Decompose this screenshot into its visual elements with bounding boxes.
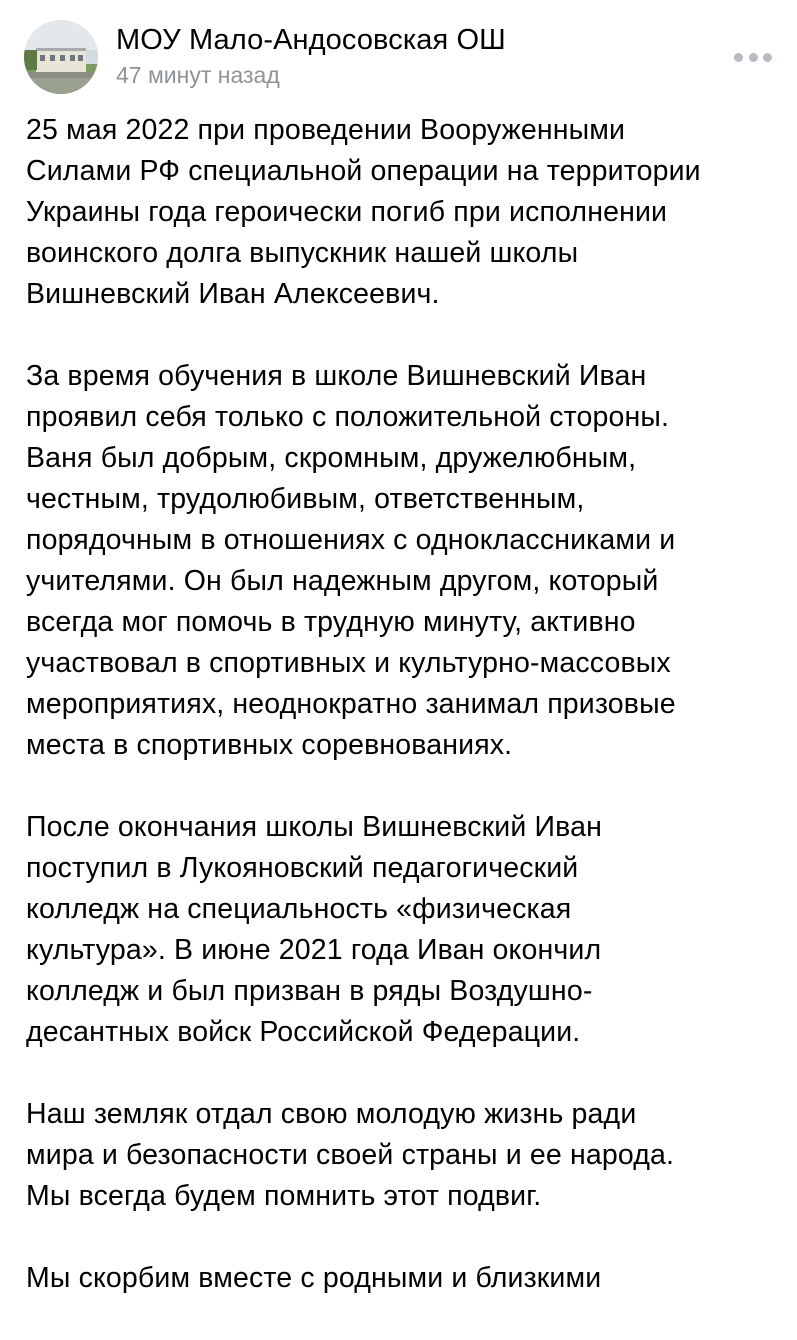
post-text-line: учителями. Он был надежным другом, который (26, 565, 659, 597)
post-text-line: 25 мая 2022 при проведении Вооруженными (26, 114, 626, 146)
post-paragraph (26, 356, 786, 766)
post-text-line: Мы всегда будем помнить этот подвиг. (26, 1180, 542, 1212)
post-text-line: Вишневский Иван Алексеевич. (26, 278, 440, 310)
post-text-line: мира и безопасности своей страны и ее народа. (26, 1139, 675, 1171)
post-text-line: Мы скорбим вместе с родными и близкими (26, 1262, 602, 1294)
avatar[interactable] (24, 20, 98, 94)
more-dots-icon (763, 53, 772, 62)
post-text-line: воинского долга выпускник нашей школы (26, 237, 579, 269)
author-name[interactable]: МОУ Мало-Андосовская ОШ (116, 24, 506, 56)
more-dots-icon (734, 53, 743, 62)
post-text-line: Украины года героически погиб при исполнении (26, 196, 668, 228)
post-text-line: После окончания школы Вишневский Иван (26, 811, 602, 843)
more-options-button[interactable] (734, 44, 772, 70)
post-paragraph (26, 807, 786, 1053)
post-text-line: десантных войск Российской Федерации. (26, 1016, 581, 1048)
post-text-line: Ваня был добрым, скромным, дружелюбным, (26, 442, 637, 474)
post-paragraph (26, 1094, 786, 1217)
post-text-line: порядочным в отношениях с одноклассниками и (26, 524, 676, 556)
post-text-line: поступил в Лукояновский педагогический (26, 852, 579, 884)
post-text-line: колледж на специальность «физическая (26, 893, 572, 925)
post-paragraph (26, 1258, 786, 1299)
school-building-photo-icon (24, 20, 98, 94)
post-text-line: мероприятиях, неоднократно занимал призовые (26, 688, 676, 720)
more-dots-icon (749, 53, 758, 62)
post-text-line: Наш земляк отдал свою молодую жизнь ради (26, 1098, 637, 1130)
post-text-line: участвовал в спортивных и культурно-массовых (26, 647, 671, 679)
post-text-line: Силами РФ специальной операции на территории (26, 155, 701, 187)
post-header (0, 0, 797, 110)
post-paragraph (26, 110, 786, 315)
post-text-line: места в спортивных соревнованиях. (26, 729, 513, 761)
post-text-line: За время обучения в школе Вишневский Иван (26, 360, 647, 392)
post-text (26, 110, 786, 1340)
post-text-line: всегда мог помочь в трудную минуту, активно (26, 606, 636, 638)
post-timestamp[interactable]: 47 минут назад (116, 62, 280, 88)
post-text-line: проявил себя только с положительной стороны. (26, 401, 670, 433)
post-text-line: колледж и был призван в ряды Воздушно- (26, 975, 593, 1007)
post-text-line: честным, трудолюбивым, ответственным, (26, 483, 585, 515)
post-text-line: культура». В июне 2021 года Иван окончил (26, 934, 602, 966)
